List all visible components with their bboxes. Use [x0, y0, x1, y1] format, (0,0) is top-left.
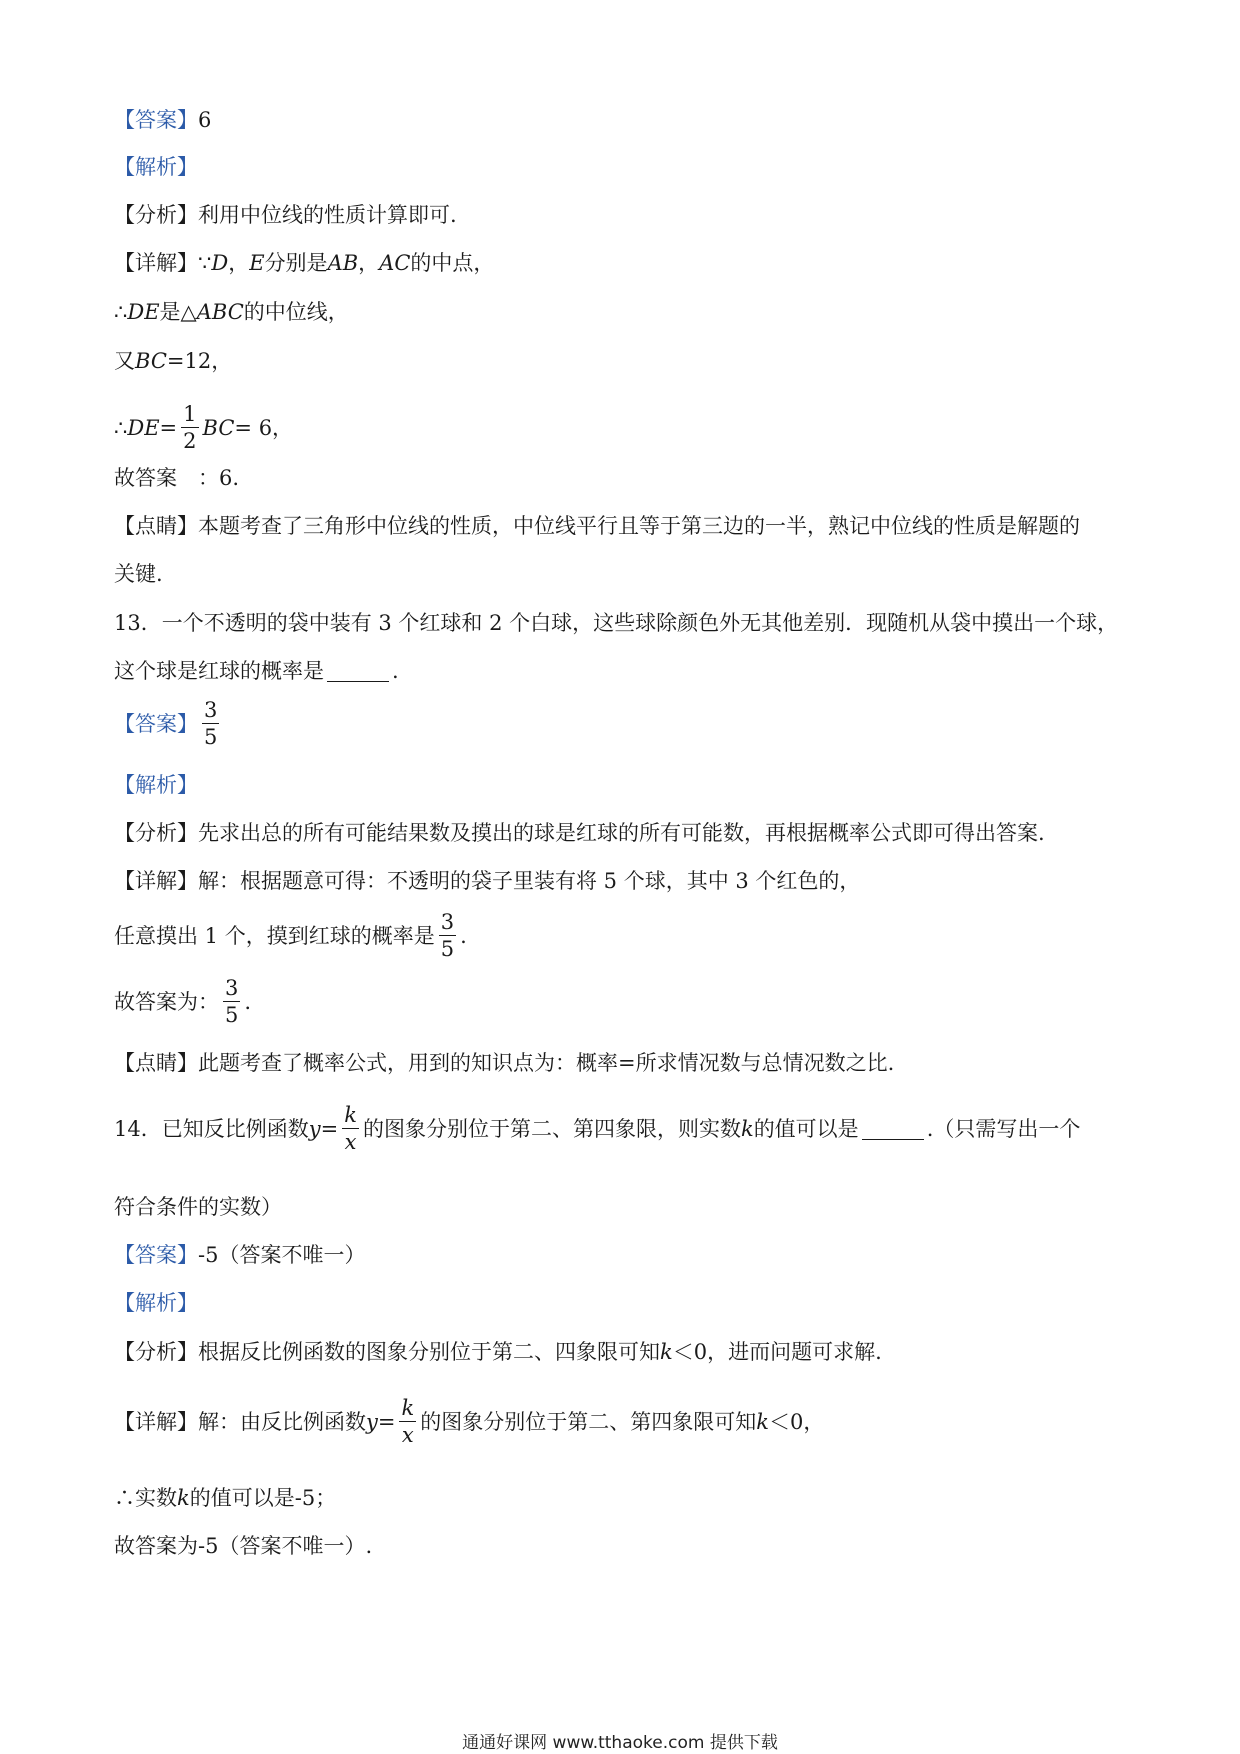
text-fragment: 故答案为：: [114, 990, 219, 1014]
question-stem: 的图象分别位于第二、第四象限，则实数: [362, 1117, 741, 1141]
xiangjie-text: ＜0，: [768, 1410, 825, 1434]
q12-final: [114, 463, 239, 493]
xiangjie-text: 解：根据题意可得：不透明的袋子里装有将 5 个球，其中 3 个红色的，: [198, 869, 861, 893]
numerator: 3: [204, 698, 218, 722]
text-fragment: 又: [114, 349, 135, 373]
q12-analysis-line: [114, 152, 198, 182]
fenxi-text: 根据反比例函数的图象分别位于第二、四象限可知: [198, 1340, 660, 1364]
q12-dianjing-cont: [114, 559, 163, 589]
fenxi-text: 先求出总的所有可能结果数及摸出的球是红球的所有可能数，再根据概率公式即可得出答案.: [198, 821, 1045, 845]
equals: =: [320, 1117, 339, 1141]
therefore-symbol: ∴: [114, 416, 128, 440]
question-stem: 13．一个不透明的袋中装有 3 个红球和 2 个白球，这些球除颜色外无其他差别．现随机从袋中摸出一个球，: [114, 611, 1119, 635]
denominator: 5: [440, 937, 455, 961]
answer-tag: 【答案】: [114, 108, 198, 132]
comma: ，: [358, 251, 380, 275]
final-answer: 故答案 ：6.: [114, 466, 240, 490]
numerator: k: [344, 1103, 357, 1127]
answer-blank: [862, 1119, 924, 1140]
q14-xiangjie-line: [114, 1398, 824, 1446]
fraction-k-over-x: [399, 1398, 416, 1446]
because-symbol: ∵: [198, 251, 212, 275]
fenxi-text: 利用中位线的性质计算即可.: [198, 203, 457, 227]
q14-stem-line2: [114, 1192, 282, 1222]
comma: ，: [228, 251, 250, 275]
period: .: [460, 924, 467, 948]
text-fragment: 任意摸出 1 个，摸到红球的概率是: [114, 924, 435, 948]
q13-step2: [114, 978, 251, 1026]
answer-value: 6: [198, 108, 212, 132]
var-k: k: [756, 1410, 769, 1434]
final-answer: 故答案为-5（答案不唯一）.: [114, 1534, 373, 1558]
therefore-symbol: ∴: [114, 300, 128, 324]
q14-step1: [114, 1483, 336, 1513]
q12-step3: [114, 404, 293, 452]
answer-blank: [327, 661, 389, 682]
xiangjie-tag: 【详解】: [114, 1410, 198, 1434]
segment-bc: BC: [202, 416, 235, 440]
fraction-three-fifths: [439, 912, 456, 960]
denominator: x: [401, 1423, 414, 1447]
equals: =: [159, 416, 178, 440]
numerator: k: [401, 1396, 415, 1420]
q12-fenxi-line: [114, 200, 457, 230]
period: .: [392, 659, 399, 683]
fraction-k-over-x: [342, 1105, 359, 1153]
segment-bc: BC: [135, 349, 167, 373]
dianjing-text: 本题考查了三角形中位线的性质，中位线平行且等于第三边的一半，熟记中位线的性质是解题的: [198, 514, 1080, 538]
text-fragment: 的中点，: [410, 251, 495, 275]
question-stem: 符合条件的实数）: [114, 1195, 282, 1219]
q14-answer-line: [114, 1240, 365, 1270]
fraction-one-half: [181, 404, 198, 452]
q13-xiangjie-line: [114, 866, 860, 896]
var-k: k: [660, 1340, 673, 1364]
text-fragment: 的中位线，: [243, 300, 349, 324]
dianjing-text: 此题考查了概率公式，用到的知识点为：概率=所求情况数与总情况数之比.: [198, 1051, 895, 1075]
text-fragment: 的值可以是-5；: [189, 1486, 337, 1510]
q13-dianjing: [114, 1048, 894, 1078]
period: .: [244, 990, 252, 1014]
q14-step2: [114, 1531, 372, 1561]
answer-fraction: [202, 700, 219, 748]
text-fragment: ∴实数: [114, 1486, 177, 1510]
segment-de: DE: [127, 300, 160, 324]
text-fragment: 分别是: [264, 251, 328, 275]
q14-analysis-line: [114, 1288, 198, 1318]
question-stem: .（只需写出一个: [926, 1117, 1081, 1141]
answer-tag: 【答案】: [114, 712, 198, 736]
page-footer: 通通好课网 www.tthaoke.com 提供下载: [462, 1733, 778, 1753]
fraction-three-fifths: [223, 978, 240, 1026]
q13-analysis-line: [114, 770, 198, 800]
fenxi-tag: 【分析】: [114, 203, 198, 227]
equals: =: [377, 1410, 396, 1434]
q13-stem-line2: [114, 656, 399, 686]
analysis-tag: 【解析】: [114, 155, 198, 179]
analysis-tag: 【解析】: [114, 1291, 198, 1315]
q13-step1: [114, 912, 467, 960]
question-stem: 的值可以是: [753, 1117, 859, 1141]
xiangjie-tag: 【详解】: [114, 251, 198, 275]
question-stem: 这个球是红球的概率是: [114, 659, 324, 683]
q14-stem-line1: [114, 1105, 1080, 1153]
xiangjie-text: 的图象分别位于第二、第四象限可知: [420, 1410, 757, 1434]
q12-step2: [114, 346, 232, 376]
fenxi-text: ＜0，进而问题可求解.: [672, 1340, 882, 1364]
q12-dianjing: [114, 511, 1080, 541]
denominator: x: [344, 1130, 357, 1154]
analysis-tag: 【解析】: [114, 773, 198, 797]
q13-stem-line1: [114, 608, 1118, 638]
q13-fenxi-line: [114, 818, 1045, 848]
triangle-abc: ABC: [196, 300, 244, 324]
answer-tag: 【答案】: [114, 1243, 198, 1267]
q13-answer-line: [114, 700, 223, 748]
q14-fenxi-line: [114, 1337, 882, 1367]
q12-answer-line: [114, 105, 211, 135]
numerator: 1: [183, 402, 197, 426]
var-y: y: [366, 1410, 378, 1434]
text-fragment: =12，: [166, 349, 233, 373]
numerator: 3: [440, 910, 455, 934]
segment-ab: AB: [327, 251, 359, 275]
q12-step1: [114, 297, 349, 327]
text-fragment: = 6，: [234, 416, 294, 440]
fenxi-tag: 【分析】: [114, 821, 198, 845]
point-d: D: [211, 251, 229, 275]
xiangjie-text: 解：由反比例函数: [198, 1410, 366, 1434]
dianjing-tag: 【点睛】: [114, 514, 198, 538]
fenxi-tag: 【分析】: [114, 1340, 198, 1364]
question-stem: 14．已知反比例函数: [114, 1117, 309, 1141]
point-e: E: [249, 251, 265, 275]
dianjing-text: 关键.: [114, 562, 163, 586]
denominator: 5: [225, 1003, 239, 1027]
var-k: k: [177, 1486, 190, 1510]
denominator: 2: [183, 429, 197, 453]
denominator: 5: [204, 725, 218, 749]
answer-value: -5（答案不唯一）: [198, 1243, 366, 1267]
segment-de: DE: [127, 416, 160, 440]
var-k: k: [740, 1117, 754, 1141]
text-fragment: 是△: [159, 300, 197, 324]
numerator: 3: [225, 976, 239, 1000]
xiangjie-tag: 【详解】: [114, 869, 198, 893]
segment-ac: AC: [379, 251, 411, 275]
dianjing-tag: 【点睛】: [114, 1051, 198, 1075]
var-y: y: [308, 1117, 321, 1141]
q12-xiangjie-line: [114, 248, 494, 278]
